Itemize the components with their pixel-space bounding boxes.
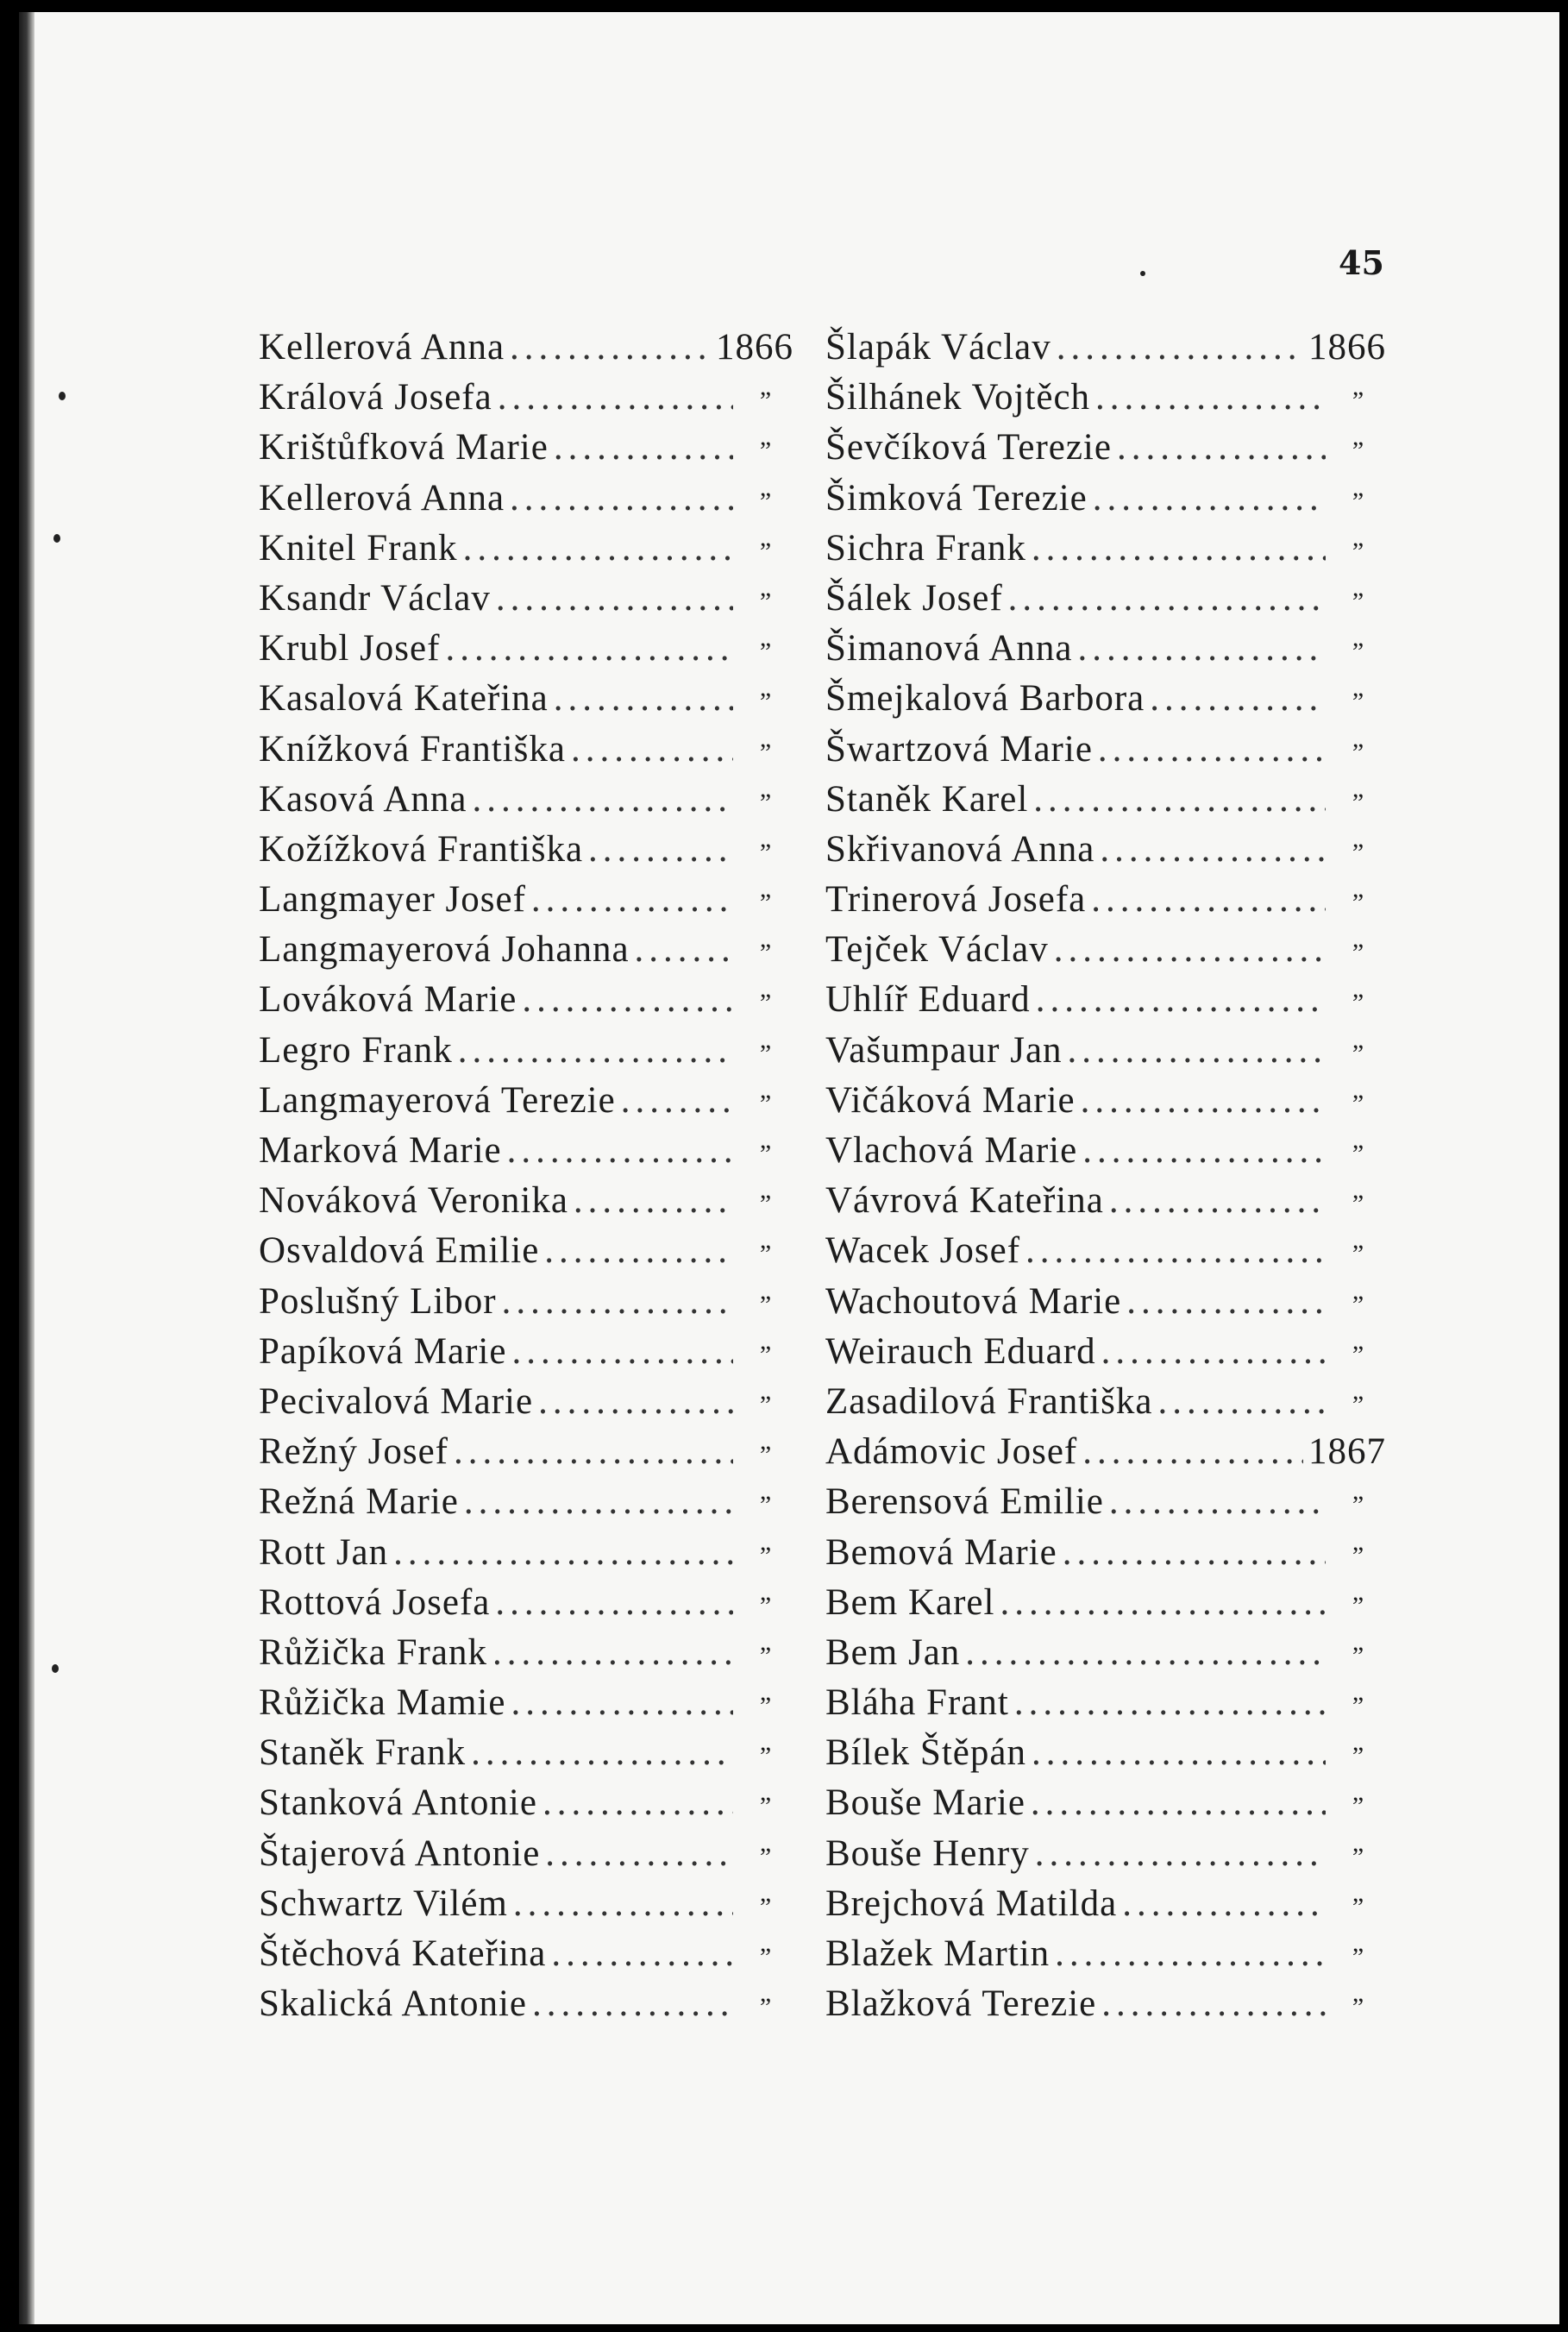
register-entry (825, 1280, 1386, 1330)
ditto-mark: ” (1352, 1290, 1365, 1319)
ditto-mark: ” (759, 1340, 773, 1369)
ditto-mark: ” (1352, 1943, 1365, 1971)
entry-name: Šmejkalová Barbora (825, 678, 1145, 720)
register-entry (259, 677, 793, 727)
register-entry (259, 1782, 793, 1832)
entry-year: 1867 (1308, 1431, 1386, 1473)
dot-leader (543, 1782, 733, 1824)
dot-leader (1031, 1782, 1326, 1824)
register-entry (825, 326, 1386, 376)
register-entry (259, 1581, 793, 1631)
dot-leader (1095, 376, 1326, 418)
dot-leader (1093, 477, 1326, 519)
entry-name: Bem Jan (825, 1631, 961, 1673)
entry-name: Režná Marie (259, 1481, 459, 1523)
entry-name: Bláha Frant (825, 1682, 1009, 1724)
register-entry (259, 978, 793, 1028)
entry-name: Langmayerová Johanna (259, 929, 630, 971)
entry-name: Uhlíř Eduard (825, 979, 1031, 1021)
ditto-mark: ” (759, 1842, 773, 1871)
entry-name: Šwartzová Marie (825, 728, 1093, 770)
entry-name: Skalická Antonie (259, 1983, 527, 2025)
dot-leader (1082, 1430, 1303, 1473)
dot-leader (1063, 1531, 1326, 1574)
ditto-mark: ” (759, 1240, 773, 1269)
dot-leader (554, 677, 733, 720)
dot-leader (1101, 1330, 1326, 1373)
dot-leader (965, 1631, 1326, 1674)
entry-name: Ševčíková Terezie (825, 427, 1112, 468)
register-entry (259, 1732, 793, 1782)
register-entry (825, 1179, 1386, 1229)
ditto-mark: ” (759, 1692, 773, 1721)
register-entry (259, 928, 793, 978)
dot-leader (1078, 627, 1327, 669)
entry-name: Langmayerová Terezie (259, 1079, 616, 1121)
ditto-mark: ” (759, 487, 773, 516)
dot-leader (1032, 1732, 1326, 1774)
ditto-mark: ” (759, 1541, 773, 1570)
dot-leader (1082, 1129, 1326, 1172)
register-entry (259, 376, 793, 426)
right-column (825, 326, 1386, 2033)
entry-year: 1866 (716, 327, 793, 368)
dot-leader (531, 878, 733, 921)
ditto-mark: ” (759, 1190, 773, 1219)
entry-name: Kellerová Anna (259, 477, 505, 519)
entry-name: Bemová Marie (825, 1531, 1057, 1573)
page-number: 45 (1339, 243, 1384, 282)
register-entry (259, 1883, 793, 1933)
register-entry (825, 1531, 1386, 1581)
dot-leader (621, 1079, 733, 1122)
entry-name: Vávrová Kateřina (825, 1180, 1104, 1222)
dot-leader (1091, 878, 1326, 921)
entry-name: Bílek Štěpán (825, 1732, 1026, 1774)
entry-name: Legro Frank (259, 1029, 453, 1071)
ditto-mark: ” (1352, 788, 1365, 817)
dot-leader (445, 627, 733, 669)
ditto-mark: ” (759, 638, 773, 667)
entry-name: Brejchová Matilda (825, 1883, 1118, 1924)
entry-name: Staněk Karel (825, 778, 1029, 820)
entry-name: Šlapák Václav (825, 327, 1051, 368)
dot-leader (495, 1581, 733, 1624)
register-entry (825, 1480, 1386, 1531)
ditto-mark: ” (1352, 1190, 1365, 1219)
ditto-mark: ” (759, 437, 773, 466)
entry-name: Růžička Mamie (259, 1682, 506, 1724)
entry-name: Staněk Frank (259, 1732, 467, 1774)
entry-name: Langmayer Josef (259, 879, 526, 921)
entry-name: Štěchová Kateřina (259, 1933, 547, 1974)
register-entry (825, 426, 1386, 476)
dot-leader (496, 577, 733, 619)
ditto-mark: ” (759, 1641, 773, 1670)
ditto-mark: ” (1352, 1591, 1365, 1620)
ditto-mark: ” (759, 587, 773, 616)
register-entry (825, 577, 1386, 627)
dot-leader (545, 1832, 733, 1875)
register-entry (259, 1129, 793, 1179)
register-entry (259, 878, 793, 928)
entry-name: Poslušný Libor (259, 1280, 497, 1322)
register-entry (259, 1229, 793, 1279)
dot-leader (454, 1430, 733, 1473)
register-entry (825, 1681, 1386, 1732)
ditto-mark: ” (759, 1039, 773, 1068)
ditto-mark: ” (1352, 1742, 1365, 1771)
entry-name: Zasadilová Františka (825, 1380, 1153, 1422)
register-entry (825, 376, 1386, 426)
ditto-mark: ” (759, 989, 773, 1018)
dot-leader (1008, 577, 1326, 619)
ink-speck (59, 392, 66, 400)
register-entry (825, 1129, 1386, 1179)
ditto-mark: ” (759, 1140, 773, 1168)
dot-leader (538, 1380, 733, 1423)
entry-name: Kellerová Anna (259, 327, 505, 368)
dot-leader (1101, 1983, 1326, 2025)
dot-leader (458, 1029, 733, 1072)
dot-leader (544, 1229, 733, 1272)
register-entry (825, 728, 1386, 778)
ditto-mark: ” (759, 1792, 773, 1821)
entry-name: Schwartz Vilém (259, 1883, 508, 1924)
dot-leader (502, 1280, 733, 1323)
ditto-mark: ” (759, 1390, 773, 1419)
dot-leader (551, 1933, 733, 1975)
register-entry (259, 1179, 793, 1229)
entry-name: Kasalová Kateřina (259, 678, 549, 720)
register-entry (259, 1631, 793, 1681)
ditto-mark: ” (1352, 587, 1365, 616)
ditto-mark: ” (759, 1089, 773, 1118)
entry-name: Vašumpaur Jan (825, 1029, 1063, 1071)
register-entry (259, 627, 793, 677)
entry-name: Šimanová Anna (825, 628, 1073, 669)
dot-leader (1081, 1079, 1326, 1122)
register-entry (259, 1681, 793, 1732)
ditto-mark: ” (1352, 1089, 1365, 1118)
entry-name: Bouše Henry (825, 1832, 1030, 1874)
dot-leader (511, 1330, 733, 1373)
entry-name: Režný Josef (259, 1431, 448, 1473)
dot-leader (471, 1732, 733, 1774)
register-entry (825, 1380, 1386, 1430)
register-entry (825, 928, 1386, 978)
ditto-mark: ” (1352, 738, 1365, 767)
ditto-mark: ” (1352, 437, 1365, 466)
ink-speck (52, 1664, 59, 1673)
dot-leader (492, 1631, 733, 1674)
dot-leader (1100, 828, 1326, 871)
ditto-mark: ” (759, 788, 773, 817)
register-entry (259, 1531, 793, 1581)
register-entry (825, 1883, 1386, 1933)
register-entry (259, 326, 793, 376)
dot-leader (1025, 1229, 1326, 1272)
ditto-mark: ” (759, 889, 773, 918)
entry-name: Pecivalová Marie (259, 1380, 534, 1422)
dot-leader (463, 527, 733, 569)
left-column (259, 326, 793, 2033)
dot-leader (498, 376, 733, 418)
page-binding-edge (19, 12, 34, 2324)
ditto-mark: ” (1352, 1390, 1365, 1419)
dot-leader (1033, 778, 1326, 820)
entry-name: Wachoutová Marie (825, 1280, 1122, 1322)
ditto-mark: ” (1352, 1240, 1365, 1269)
entry-name: Šilhánek Vojtěch (825, 377, 1091, 418)
register-entry (259, 477, 793, 527)
entry-name: Adámovic Josef (825, 1431, 1078, 1473)
ditto-mark: ” (1352, 1641, 1365, 1670)
dot-leader (1055, 1933, 1326, 1975)
dot-leader (554, 426, 733, 468)
register-entry (259, 1933, 793, 1983)
register-entry (825, 978, 1386, 1028)
ditto-mark: ” (1352, 939, 1365, 968)
dot-leader (588, 828, 733, 871)
entry-name: Sichra Frank (825, 527, 1026, 569)
dot-leader (522, 978, 733, 1021)
ditto-mark: ” (759, 1892, 773, 1921)
ditto-mark: ” (759, 1943, 773, 1971)
register-entry (825, 1631, 1386, 1681)
ditto-mark: ” (759, 1742, 773, 1771)
register-entry (825, 778, 1386, 828)
entry-name: Marková Marie (259, 1130, 502, 1171)
register-entry (825, 1079, 1386, 1129)
dot-leader (1057, 326, 1303, 368)
dot-leader (1036, 978, 1326, 1021)
ink-speck (1140, 271, 1145, 276)
register-entry (259, 728, 793, 778)
ditto-mark: ” (1352, 1541, 1365, 1570)
register-entry (259, 1832, 793, 1883)
entry-name: Tejček Václav (825, 929, 1049, 971)
dot-leader (1035, 1832, 1326, 1875)
register-entry (259, 1430, 793, 1480)
dot-leader (1000, 1581, 1326, 1624)
dot-leader (1098, 728, 1326, 770)
ditto-mark: ” (759, 688, 773, 717)
dot-leader (1068, 1029, 1326, 1072)
ditto-mark: ” (1352, 1993, 1365, 2022)
ditto-mark: ” (1352, 537, 1365, 566)
ditto-mark: ” (759, 838, 773, 867)
dot-leader (472, 778, 733, 820)
ditto-mark: ” (759, 1290, 773, 1319)
ditto-mark: ” (1352, 487, 1365, 516)
entry-name: Stanková Antonie (259, 1782, 537, 1824)
entry-name: Knížková Františka (259, 728, 566, 770)
ink-speck (53, 534, 60, 543)
ditto-mark: ” (1352, 1692, 1365, 1721)
entry-name: Šálek Josef (825, 577, 1003, 619)
entry-name: Trinerová Josefa (825, 879, 1087, 921)
entry-name: Nováková Veronika (259, 1180, 568, 1222)
book-page (19, 12, 1559, 2324)
ditto-mark: ” (759, 387, 773, 416)
entry-name: Bouše Marie (825, 1782, 1025, 1824)
register-entry (259, 778, 793, 828)
register-entry (825, 627, 1386, 677)
entry-name: Bem Karel (825, 1581, 995, 1623)
entry-name: Berensová Emilie (825, 1481, 1104, 1523)
entry-name: Blažková Terezie (825, 1983, 1097, 2025)
dot-leader (571, 728, 733, 770)
entry-name: Wacek Josef (825, 1230, 1021, 1272)
entry-name: Vičáková Marie (825, 1079, 1076, 1121)
ditto-mark: ” (1352, 638, 1365, 667)
entry-name: Krištůfková Marie (259, 427, 549, 468)
ditto-mark: ” (1352, 1039, 1365, 1068)
dot-leader (574, 1179, 733, 1222)
ditto-mark: ” (1352, 1340, 1365, 1369)
register-entry (259, 1380, 793, 1430)
entry-name: Blažek Martin (825, 1933, 1051, 1974)
ditto-mark: ” (759, 738, 773, 767)
dot-leader (1109, 1480, 1326, 1523)
dot-leader (1122, 1883, 1326, 1925)
ditto-mark: ” (1352, 1842, 1365, 1871)
register-entry (825, 527, 1386, 577)
dot-leader (1054, 928, 1326, 971)
ditto-mark: ” (1352, 838, 1365, 867)
register-entry (825, 1229, 1386, 1279)
ditto-mark: ” (1352, 387, 1365, 416)
dot-leader (635, 928, 733, 971)
dot-leader (1157, 1380, 1326, 1423)
dot-leader (510, 477, 733, 519)
ditto-mark: ” (759, 939, 773, 968)
ditto-mark: ” (759, 1441, 773, 1470)
register-entry (825, 878, 1386, 928)
entry-name: Knitel Frank (259, 527, 458, 569)
entry-name: Kožížková Františka (259, 828, 584, 870)
dot-leader (507, 1129, 733, 1172)
ditto-mark: ” (1352, 1491, 1365, 1520)
register-entry (259, 527, 793, 577)
register-entry (825, 1330, 1386, 1380)
ditto-mark: ” (1352, 1140, 1365, 1168)
ditto-mark: ” (759, 1993, 773, 2022)
entry-name: Rottová Josefa (259, 1581, 491, 1623)
entry-name: Rott Jan (259, 1531, 389, 1573)
register-entry (259, 828, 793, 878)
dot-leader (393, 1531, 733, 1574)
ditto-mark: ” (1352, 989, 1365, 1018)
entry-name: Králová Josefa (259, 377, 492, 418)
entry-name: Ksandr Václav (259, 577, 491, 619)
register-entry (825, 1983, 1386, 2033)
entry-name: Šimková Terezie (825, 477, 1088, 519)
register-entry (259, 1029, 793, 1079)
dot-leader (1032, 527, 1326, 569)
ditto-mark: ” (1352, 889, 1365, 918)
ditto-mark: ” (759, 537, 773, 566)
dot-leader (1014, 1681, 1326, 1724)
register-entry (825, 1933, 1386, 1983)
entry-name: Papíková Marie (259, 1330, 507, 1372)
entry-name: Kasová Anna (259, 778, 467, 820)
ditto-mark: ” (1352, 1892, 1365, 1921)
register-entry (825, 1832, 1386, 1883)
ditto-mark: ” (759, 1591, 773, 1620)
ditto-mark: ” (1352, 688, 1365, 717)
register-entry (825, 477, 1386, 527)
entry-name: Vlachová Marie (825, 1130, 1078, 1171)
entry-name: Weirauch Eduard (825, 1330, 1096, 1372)
register-entry (259, 1983, 793, 2033)
entry-name: Osvaldová Emilie (259, 1230, 540, 1272)
dot-leader (1126, 1280, 1326, 1323)
entry-name: Lováková Marie (259, 979, 517, 1021)
register-entry (259, 426, 793, 476)
dot-leader (464, 1480, 733, 1523)
register-entry (825, 1581, 1386, 1631)
register-entry (825, 1782, 1386, 1832)
entry-name: Skřivanová Anna (825, 828, 1095, 870)
register-entry (825, 1029, 1386, 1079)
register-entry (825, 1430, 1386, 1480)
entry-name: Krubl Josef (259, 628, 441, 669)
ditto-mark: ” (759, 1491, 773, 1520)
register-entry (259, 1280, 793, 1330)
register-entry (259, 577, 793, 627)
dot-leader (532, 1983, 733, 2025)
dot-leader (510, 326, 711, 368)
dot-leader (511, 1681, 733, 1724)
ditto-mark: ” (1352, 1792, 1365, 1821)
register-entry (825, 677, 1386, 727)
register-entry (825, 828, 1386, 878)
entry-year: 1866 (1308, 327, 1386, 368)
register-entry (825, 1732, 1386, 1782)
entry-name: Štajerová Antonie (259, 1832, 541, 1874)
dot-leader (1109, 1179, 1326, 1222)
dot-leader (1150, 677, 1326, 720)
register-entry (259, 1480, 793, 1531)
entry-name: Růžička Frank (259, 1631, 487, 1673)
register-entry (259, 1330, 793, 1380)
dot-leader (1117, 426, 1326, 468)
dot-leader (513, 1883, 733, 1925)
register-entry (259, 1079, 793, 1129)
